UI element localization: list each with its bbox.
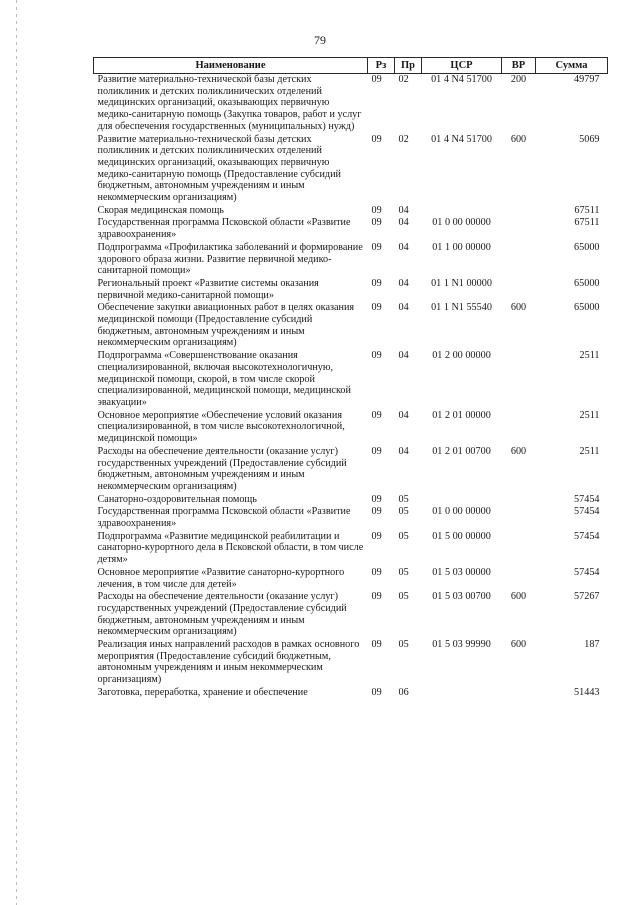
row-vr	[502, 531, 536, 567]
row-name: Государственная программа Псковской области «Развитие здравоохранения»	[97, 217, 351, 241]
table-row	[94, 639, 608, 687]
row-name: Подпрограмма «Профилактика заболеваний и формирование здорового образа жизни. Развитие первичной медико-санитарной помощи»	[97, 241, 363, 277]
row-name: Расходы на обеспечение деятельности (оказание услуг) государственных учреждений (Предоставление субсидий бюджетным, автономным учреждениям и иным некоммерческим организациям)	[97, 591, 347, 638]
row-rz: 09	[371, 530, 382, 542]
row-sum: 57454	[574, 493, 600, 505]
table-row	[94, 278, 608, 302]
row-csr: 01 0 00 00000	[432, 217, 491, 229]
row-sum: 57267	[574, 591, 600, 603]
table-row	[94, 531, 608, 567]
row-rz: 09	[371, 591, 382, 603]
row-sum: 67511	[574, 217, 600, 229]
row-name: Основное мероприятие «Обеспечение условий оказания специализированной, в том числе высокотехнологичной, медицинской помощи»	[97, 409, 345, 445]
row-sum: 2511	[579, 445, 600, 457]
row-vr	[502, 494, 536, 507]
table-row	[94, 410, 608, 446]
row-rz: 09	[371, 639, 382, 651]
row-pr: 04	[398, 350, 409, 362]
table-row	[94, 134, 608, 205]
row-vr	[502, 687, 536, 700]
row-rz: 09	[371, 445, 382, 457]
row-sum: 65000	[574, 302, 600, 314]
table-body	[94, 74, 608, 700]
row-vr	[502, 242, 536, 278]
row-sum: 57454	[574, 530, 600, 542]
row-pr: 04	[398, 409, 409, 421]
row-sum: 57454	[574, 506, 600, 518]
table-row	[94, 506, 608, 530]
table-row	[94, 205, 608, 218]
row-pr: 06	[398, 686, 409, 698]
row-sum: 67511	[574, 204, 600, 216]
row-csr: 01 5 03 00000	[432, 566, 491, 578]
row-pr: 04	[398, 302, 409, 314]
row-rz: 09	[371, 302, 382, 314]
row-sum: 5069	[579, 133, 600, 145]
row-name: Скорая медицинская помощь	[97, 204, 224, 216]
row-pr: 05	[398, 639, 409, 651]
header-pr: Пр	[395, 58, 422, 74]
row-vr	[502, 567, 536, 591]
table-row	[94, 217, 608, 241]
row-csr: 01 1 N1 55540	[431, 302, 492, 314]
row-rz: 09	[371, 493, 382, 505]
row-pr: 05	[398, 591, 409, 603]
table-row	[94, 567, 608, 591]
row-vr: 200	[510, 74, 527, 85]
scan-margin-line	[16, 0, 17, 905]
row-csr	[422, 687, 502, 700]
row-csr: 01 4 N4 51700	[431, 74, 492, 85]
row-vr	[502, 217, 536, 241]
row-vr	[502, 350, 536, 410]
row-name: Реализация иных направлений расходов в рамках основного мероприятия (Предоставление субсидий бюджетным, автономным учреждениям и иным некоммерческим организациям)	[97, 639, 360, 686]
row-csr: 01 1 N1 00000	[431, 277, 492, 289]
row-pr: 05	[398, 506, 409, 518]
row-sum: 65000	[574, 277, 600, 289]
row-csr: 01 2 01 00700	[432, 445, 491, 457]
row-csr: 01 5 03 00700	[432, 591, 491, 603]
row-name: Основное мероприятие «Развитие санаторно-курортного лечения, в том числе для детей»	[97, 566, 345, 590]
row-csr: 01 1 00 00000	[432, 241, 491, 253]
row-sum: 49797	[574, 74, 600, 85]
row-name: Обеспечение закупки авиационных работ в целях оказания медицинской помощи (Предоставление субсидий бюджетным, автономным учреждениям и иным некоммерческим организациям)	[97, 302, 355, 349]
row-rz: 09	[371, 204, 382, 216]
row-sum: 51443	[574, 686, 600, 698]
row-rz: 09	[371, 686, 382, 698]
row-csr: 01 4 N4 51700	[431, 133, 492, 145]
header-csr: ЦСР	[422, 58, 502, 74]
row-name: Государственная программа Псковской области «Развитие здравоохранения»	[97, 506, 351, 530]
row-vr	[502, 506, 536, 530]
row-rz: 09	[371, 241, 382, 253]
table-row	[94, 350, 608, 410]
row-pr: 04	[398, 277, 409, 289]
row-vr: 600	[510, 591, 527, 603]
row-sum: 2511	[579, 350, 600, 362]
row-name: Развитие материально-технической базы детских поликлиник и детских поликлинических отделений медицинских организаций, оказывающих первичную медико-санитарную помощь (Закупка товаров, работ и услуг для обеспечения государственных (муниципальных) нужд)	[97, 74, 362, 132]
row-pr: 04	[398, 217, 409, 229]
row-pr: 02	[398, 74, 409, 85]
row-csr: 01 5 00 00000	[432, 530, 491, 542]
row-rz: 09	[371, 74, 382, 85]
row-csr: 01 5 03 99990	[432, 639, 491, 651]
row-vr	[502, 205, 536, 218]
budget-table	[93, 57, 608, 700]
row-csr	[422, 205, 502, 218]
table-row	[94, 242, 608, 278]
row-name: Подпрограмма «Развитие медицинской реабилитации и санаторно-курортного дела в Псковской области, в том числе детям»	[97, 530, 364, 566]
row-rz: 09	[371, 566, 382, 578]
row-pr: 05	[398, 530, 409, 542]
row-name: Развитие материально-технической базы детских поликлиник и детских поликлинических отделений медицинских организаций, оказывающих первичную медико-санитарную помощь (Предоставление субсидий бюджетным, автономным учреждениям и иным некоммерческим организациям)	[97, 133, 342, 204]
row-name: Подпрограмма «Совершенствование оказания специализированной, включая высокотехнологичную, медицинской помощи, скорой, в том числе скорой специализированной, медицинской помощи, медицинской эвакуации»	[97, 350, 351, 408]
page-number: 79	[314, 33, 326, 47]
header-sum: Сумма	[536, 58, 608, 74]
row-rz: 09	[371, 217, 382, 229]
row-vr: 600	[510, 302, 527, 314]
row-pr: 04	[398, 241, 409, 253]
row-pr: 02	[398, 133, 409, 145]
row-csr: 01 2 01 00000	[432, 409, 491, 421]
table-row	[94, 302, 608, 350]
row-rz: 09	[371, 350, 382, 362]
row-pr: 05	[398, 493, 409, 505]
row-vr: 600	[510, 639, 527, 651]
header-rz: Рз	[368, 58, 395, 74]
row-vr	[502, 410, 536, 446]
row-sum: 187	[584, 639, 600, 651]
row-rz: 09	[371, 277, 382, 289]
row-csr: 01 0 00 00000	[432, 506, 491, 518]
row-rz: 09	[371, 133, 382, 145]
row-name: Региональный проект «Развитие системы оказания первичной медико-санитарной помощи»	[97, 277, 319, 301]
row-csr	[422, 494, 502, 507]
row-pr: 05	[398, 566, 409, 578]
row-name: Заготовка, переработка, хранение и обеспечение	[97, 686, 308, 698]
row-pr: 04	[398, 445, 409, 457]
row-name: Расходы на обеспечение деятельности (оказание услуг) государственных учреждений (Предоставление субсидий бюджетным, автономным учреждениям и иным некоммерческим организациям)	[97, 445, 347, 492]
row-rz: 09	[371, 506, 382, 518]
header-name: Наименование	[94, 58, 368, 74]
header-vr: ВР	[502, 58, 536, 74]
row-vr: 600	[510, 133, 527, 145]
row-pr: 04	[398, 204, 409, 216]
table-row	[94, 74, 608, 134]
row-name: Санаторно-оздоровительная помощь	[97, 493, 257, 505]
row-sum: 57454	[574, 566, 600, 578]
table-row	[94, 494, 608, 507]
row-vr: 600	[510, 445, 527, 457]
row-csr: 01 2 00 00000	[432, 350, 491, 362]
table-row	[94, 687, 608, 700]
row-rz: 09	[371, 409, 382, 421]
row-sum: 65000	[574, 241, 600, 253]
table-row	[94, 446, 608, 494]
row-vr	[502, 278, 536, 302]
table-header-row	[94, 58, 608, 74]
table-row	[94, 591, 608, 639]
row-sum: 2511	[579, 409, 600, 421]
